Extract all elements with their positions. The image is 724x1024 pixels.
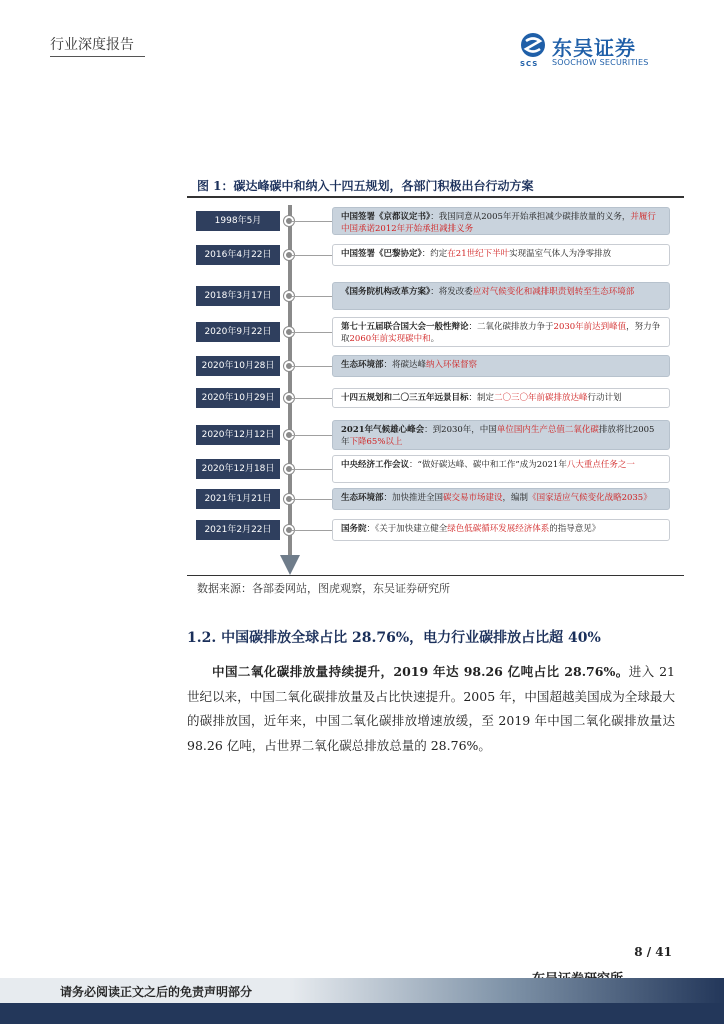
- logo-english-name: SOOCHOW SECURITIES: [552, 58, 649, 67]
- event-text: ：将碳达峰: [383, 360, 427, 370]
- timeline-event: [332, 519, 670, 541]
- timeline-date: 2016年4月22日: [196, 245, 280, 265]
- event-highlight: 2030年前达到峰值: [553, 322, 627, 332]
- timeline-connector: [292, 332, 332, 333]
- timeline-event: [332, 420, 670, 450]
- event-highlight: 绿色低碳循环发展经济体系: [447, 524, 550, 534]
- timeline-connector: [292, 435, 332, 436]
- figure-bottom-rule: [187, 575, 684, 576]
- logo-abbr: SCS: [520, 60, 539, 68]
- disclaimer-note: 请务必阅读正文之后的免责声明部分: [60, 985, 253, 999]
- report-type-label: 行业深度报告: [50, 37, 134, 53]
- timeline-connector: [292, 255, 332, 256]
- event-highlight: 应对气候变化和减排职责划转至生态环境部: [472, 287, 635, 297]
- event-text-tail: ，编制: [502, 493, 529, 503]
- event-text: ：二氧化碳排放力争于: [468, 322, 554, 332]
- section-heading: 1.2. 中国碳排放全球占比 28.76%，电力行业碳排放占比超 40%: [187, 630, 601, 646]
- event-text-tail: 行动计划: [587, 393, 622, 403]
- event-lead: 《国务院机构改革方案》: [341, 287, 431, 297]
- timeline-arrow-icon: [280, 555, 300, 575]
- event-lead: 生态环境部: [341, 493, 384, 503]
- timeline-event: [332, 388, 670, 408]
- timeline-connector: [292, 530, 332, 531]
- logo-chinese-name: 东吴证券: [552, 36, 636, 60]
- event-text: ：加快推进全国: [383, 493, 444, 503]
- timeline-connector: [292, 221, 332, 222]
- event-lead: 2021年气候雄心峰会: [341, 425, 425, 435]
- timeline-connector: [292, 398, 332, 399]
- event-lead: 中国签署《巴黎协定》: [341, 249, 422, 259]
- event-lead: 中国签署《京都议定书》: [341, 212, 431, 222]
- timeline-date: 2020年10月29日: [196, 388, 280, 408]
- timeline-event: [332, 244, 670, 266]
- paragraph-lead: 中国二氧化碳排放量持续提升，2019 年达 98.26 亿吨占比 28.76%。: [212, 664, 629, 679]
- timeline-event: [332, 282, 670, 310]
- event-highlight: 二〇三〇年前碳排放达峰: [494, 393, 588, 403]
- body-paragraph: [187, 660, 675, 758]
- event-text-tail-2: 。: [430, 334, 440, 344]
- timeline-date: 2021年1月21日: [196, 489, 280, 509]
- timeline-date: 2021年2月22日: [196, 520, 280, 540]
- event-highlight-2: 下降65%以上: [349, 437, 403, 447]
- event-text: ：约定: [421, 249, 448, 259]
- event-highlight: 单位国内生产总值二氧化碳: [496, 425, 599, 435]
- figure-title: 图 1：碳达峰碳中和纳入十四五规划，各部门积极出台行动方案: [197, 179, 534, 193]
- event-highlight: 碳交易市场建设: [443, 493, 503, 503]
- event-lead: 第七十五届联合国大会一般性辩论: [341, 322, 469, 332]
- timeline-event: [332, 207, 670, 235]
- timeline-connector: [292, 469, 332, 470]
- timeline-date: 1998年5月: [196, 211, 280, 231]
- timeline-connector: [292, 366, 332, 367]
- event-text: ：到2030年，中国: [424, 425, 497, 435]
- timeline-date: 2020年12月12日: [196, 425, 280, 445]
- paragraph-body: 进入 21 世纪以来，中国二氧化碳排放量及占比快速提升。2005 年，中国超越美国成为全球最大的碳排放国，近年来，中国二氧化碳排放增速放缓，至 2019 年中国二氧化碳排放量达 98.26 亿吨，占世界二氧化碳总排放总量的 28.76%。: [187, 664, 675, 753]
- timeline-connector: [292, 296, 332, 297]
- company-logo: [520, 30, 670, 70]
- timeline-date: 2018年3月17日: [196, 286, 280, 306]
- figure-source: 数据来源：各部委网站，图虎观察，东吴证券研究所: [197, 582, 450, 595]
- timeline-event: [332, 317, 670, 347]
- figure-top-rule: [187, 196, 684, 198]
- event-text: ：“做好碳达峰、碳中和工作”成为2021年: [409, 460, 567, 470]
- event-text-tail: ，努力争取: [341, 322, 661, 344]
- event-text-tail: 实现温室气体人为净零排放: [509, 249, 612, 259]
- event-text-tail: 排放将比2005年: [341, 425, 655, 447]
- event-lead: 国务院: [341, 524, 367, 534]
- event-highlight-2: 《国家适应气候变化战略2035》: [528, 493, 652, 503]
- event-highlight: 在21世纪下半叶: [447, 249, 510, 259]
- timeline-event: [332, 488, 670, 510]
- event-lead: 中央经济工作会议: [341, 460, 410, 470]
- timeline-connector: [292, 499, 332, 500]
- event-lead: 十四五规划和二〇三五年远景目标: [341, 393, 469, 403]
- footer-bar: [0, 1003, 724, 1024]
- event-text-tail: 的指导意见》: [549, 524, 601, 534]
- timeline-date: 2020年10月28日: [196, 356, 280, 376]
- event-text: ：制定: [468, 393, 495, 403]
- page-number: 8 / 41: [634, 945, 672, 959]
- timeline-date: 2020年12月18日: [196, 459, 280, 479]
- event-lead: 生态环境部: [341, 360, 384, 370]
- logo-mark-icon: [520, 32, 546, 58]
- timeline-event: [332, 355, 670, 377]
- event-text: ：将发改委: [430, 287, 473, 297]
- timeline-date: 2020年9月22日: [196, 322, 280, 342]
- event-text: ：我国同意从2005年开始承担减少碳排放量的义务，: [430, 212, 631, 222]
- timeline-event: [332, 455, 670, 483]
- event-highlight: 八大重点任务之一: [566, 460, 635, 470]
- event-highlight: 纳入环保督察: [426, 360, 478, 370]
- event-text: ：《关于加快建立健全: [366, 524, 448, 534]
- event-highlight: 并履行中国承诺2012年开始承担减排义务: [341, 212, 656, 234]
- event-highlight-2: 2060年前实现碳中和: [349, 334, 431, 344]
- header-underline: [50, 56, 145, 57]
